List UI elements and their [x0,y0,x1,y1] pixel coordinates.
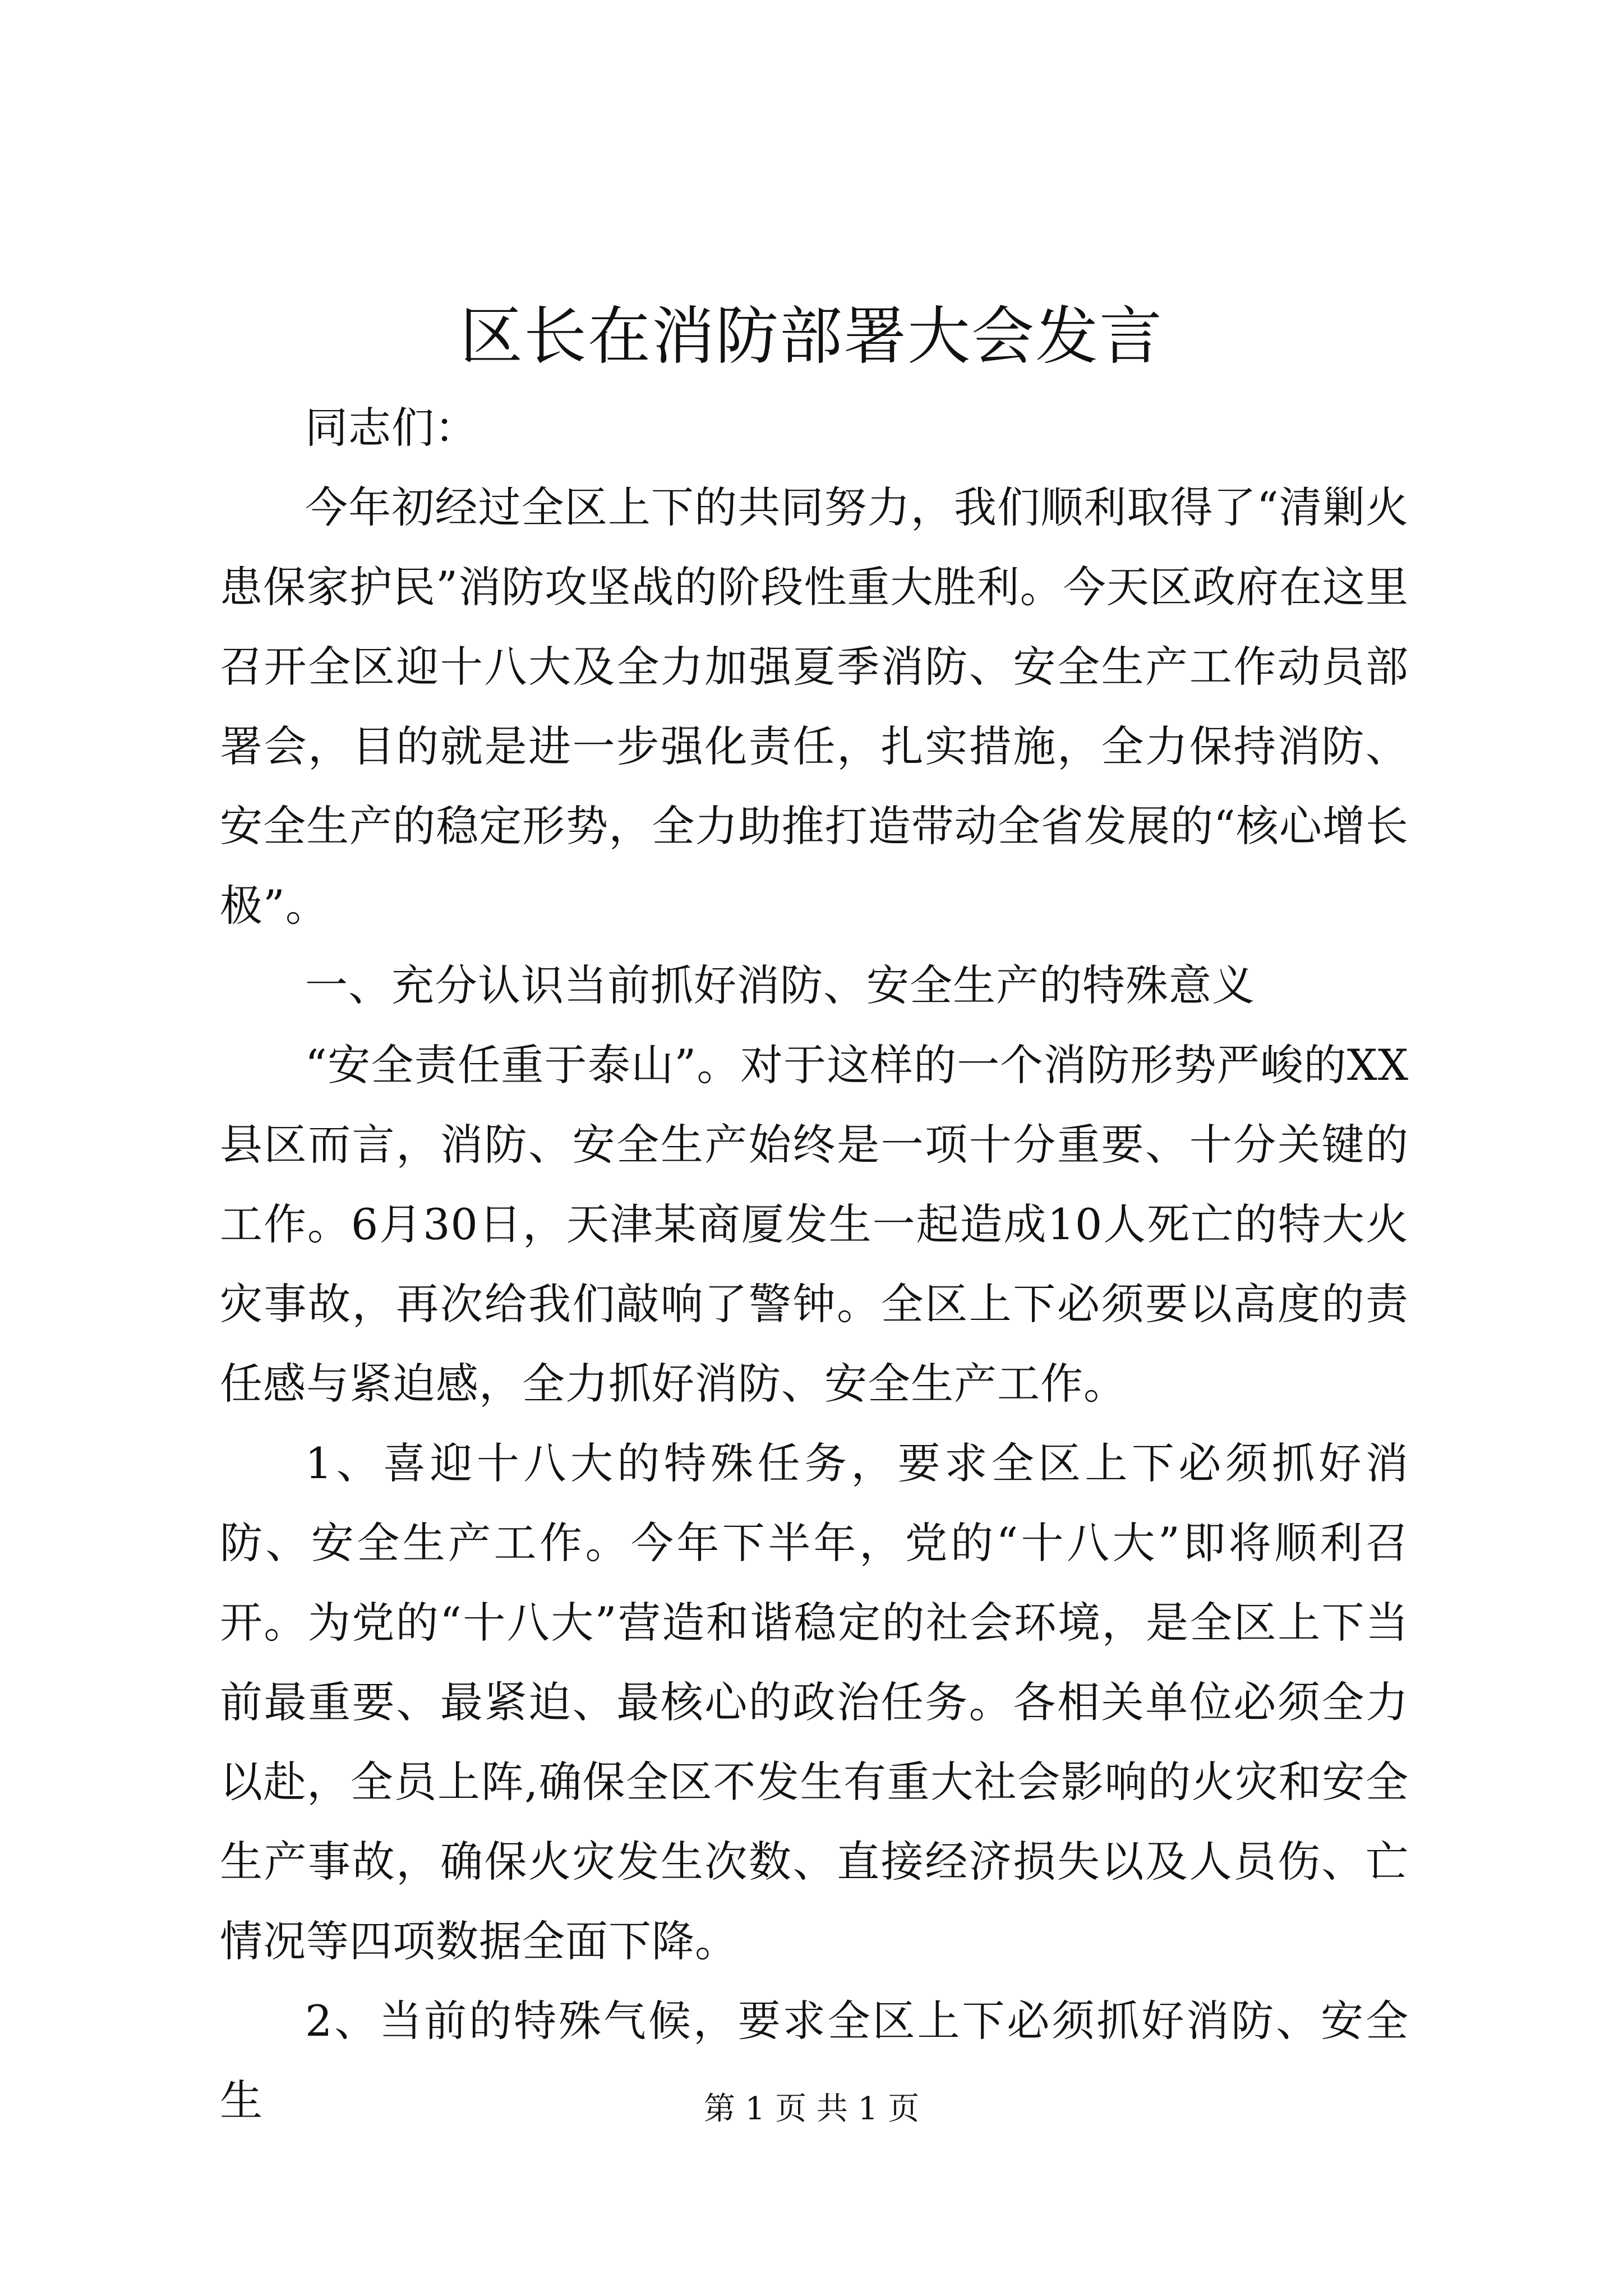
intro-paragraph: 今年初经过全区上下的共同努力，我们顺利取得了“清剿火患保家护民”消防攻坚战的阶段性重大胜利。今天区政府在这里召开全区迎十八大及全力加强夏季消防、安全生产工作动员部署会，目的就是进一步强化责任，扎实措施，全力保持消防、安全生产的稳定形势，全力助推打造带动全省发展的“核心增长极”。 [220,482,1409,931]
body-paragraph: 2、当前的特殊气候，要求全区上下必须抓好消防、安全生 [220,1996,1409,2125]
body-paragraph: 1、喜迎十八大的特殊任务，要求全区上下必须抓好消防、安全生产工作。今年下半年，党的“十八大”即将顺利召开。为党的“十八大”营造和谐稳定的社会环境，是全区上下当前最重要、最紧迫、最核心的政治任务。各相关单位必须全力以赴，全员上阵,确保全区不发生有重大社会影响的火灾和安全生产事故，确保火灾发生次数、直接经济损失以及人员伤、亡情况等四项数据全面下降。 [220,1438,1409,1966]
body-paragraph: “安全责任重于泰山”。对于这样的一个消防形势严峻的XX县区而言，消防、安全生产始终是一项十分重要、十分关键的工作。6月30日，天津某商厦发生一起造成10人死亡的特大火灾事故，再次给我们敲响了警钟。全区上下必须要以高度的责任感与紧迫感，全力抓好消防、安全生产工作。 [220,1040,1409,1409]
salutation-paragraph: 同志们： [305,403,478,453]
document-body [220,388,1409,2141]
page-footer: 第 1 页 共 1 页 [703,2091,920,2127]
section-heading-1: 一、充分认识当前抓好消防、安全生产的特殊意义 [305,960,1255,1010]
document-title: 区长在消防部署大会发言 [460,300,1163,373]
